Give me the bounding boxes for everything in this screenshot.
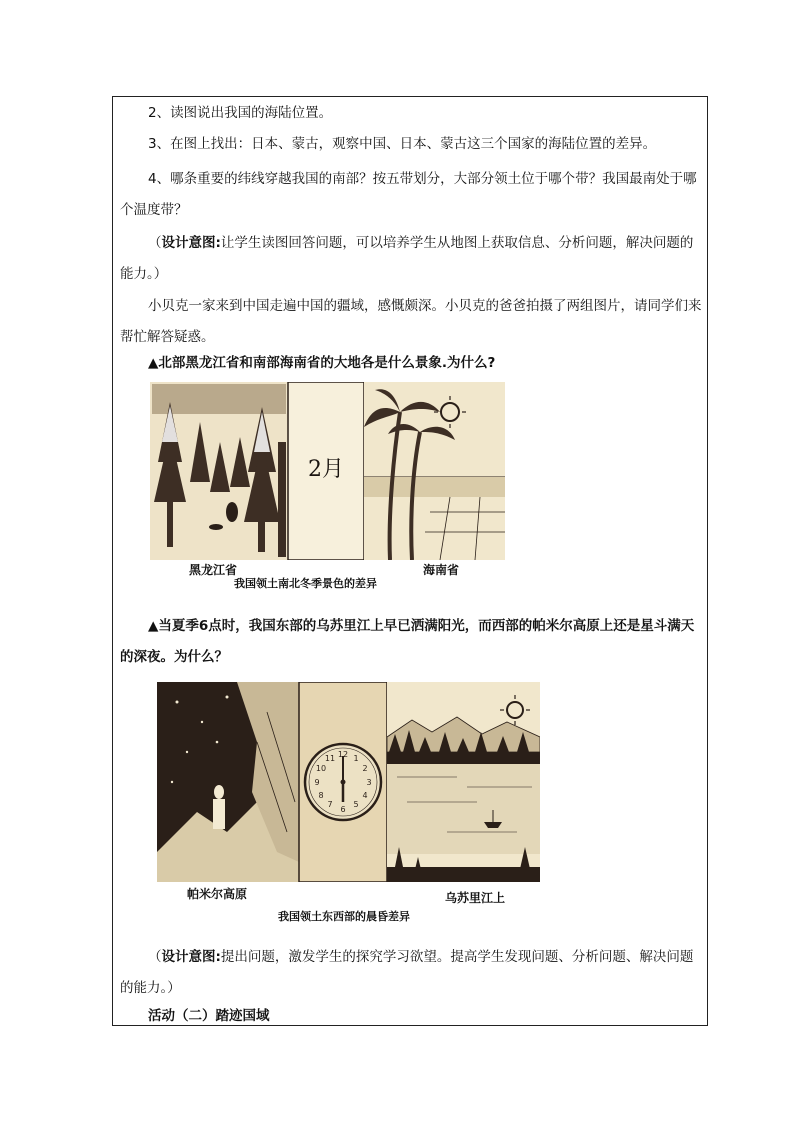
clock-number: 2 [362,764,368,773]
clock-number: 3 [366,778,372,787]
label-heilongjiang: 黑龙江省 [189,563,238,577]
clock-number: 9 [314,778,320,787]
clock-number: 8 [318,791,324,800]
question-4: 4、哪条重要的纬线穿越我国的南部？按五带划分，大部分领土位于哪个带？我国最南处于哪个温度带？ [120,171,697,218]
label-hainan: 海南省 [423,563,460,577]
activity-heading: 活动（二）踏迹国域 [148,1008,270,1024]
clock-number: 6 [340,805,346,814]
figure2-caption: 我国领土东西部的晨昏差异 [278,910,410,923]
clock [305,744,381,820]
label-ussuri: 乌苏里江上 [445,891,506,905]
question-3: 3、在图上找出：日本、蒙古，观察中国、日本、蒙古这三个国家的海陆位置的差异。 [148,136,657,152]
figure1-caption: 我国领土南北冬季景色的差异 [234,577,377,590]
snowy-forest-panel [150,382,288,560]
night-plateau-panel [157,682,299,882]
clock-number: 10 [315,764,327,773]
clock-number: 1 [353,754,359,763]
clock-number: 4 [362,791,368,800]
label-pamir: 帕米尔高原 [187,887,248,901]
month-label: 2月 [308,457,344,482]
clock-number: 11 [324,754,336,763]
design-intent-1: （设计意图:让学生读图回答问题，可以培养学生从地图上获取信息、分析问题，解决问题的能力。） [120,235,694,282]
clock-number: 7 [327,800,333,809]
figure-north-south-winter [150,382,505,560]
design-intent-2: （设计意图:提出问题，激发学生的探究学习欲望。提高学生发现问题、分析问题、解决问题的能力。） [120,949,694,996]
figure-east-west-dawn [157,682,540,882]
design-intent-1-text: 让学生读图回答问题，可以培养学生从地图上获取信息、分析问题，解决问题的能力。 [120,235,694,282]
design-intent-2-text: 提出问题，激发学生的探究学习欲望。提高学生发现问题、分析问题、解决问题的能力。 [120,949,694,996]
river-dawn-panel [387,682,540,882]
question-2: 2、读图说出我国的海陆位置。 [148,105,333,121]
clock-number: 5 [353,800,359,809]
design-intent-1-label: 设计意图: [161,235,221,251]
question-east-west: ▲当夏季6点时，我国东部的乌苏里江上早已洒满阳光，而西部的帕米尔高原上还是星斗满天的深夜。为什么？ [120,618,695,665]
clock-number: 12 [337,750,349,759]
tropical-panel [364,382,505,560]
story-paragraph: 小贝克一家来到中国走遍中国的疆域，感慨颇深。小贝克的爸爸拍摄了两组图片，请同学们来帮忙解答疑惑。 [120,298,702,345]
design-intent-2-label: 设计意图: [161,949,221,965]
question-north-south: ▲北部黑龙江省和南部海南省的大地各是什么景象.为什么? [148,355,496,371]
